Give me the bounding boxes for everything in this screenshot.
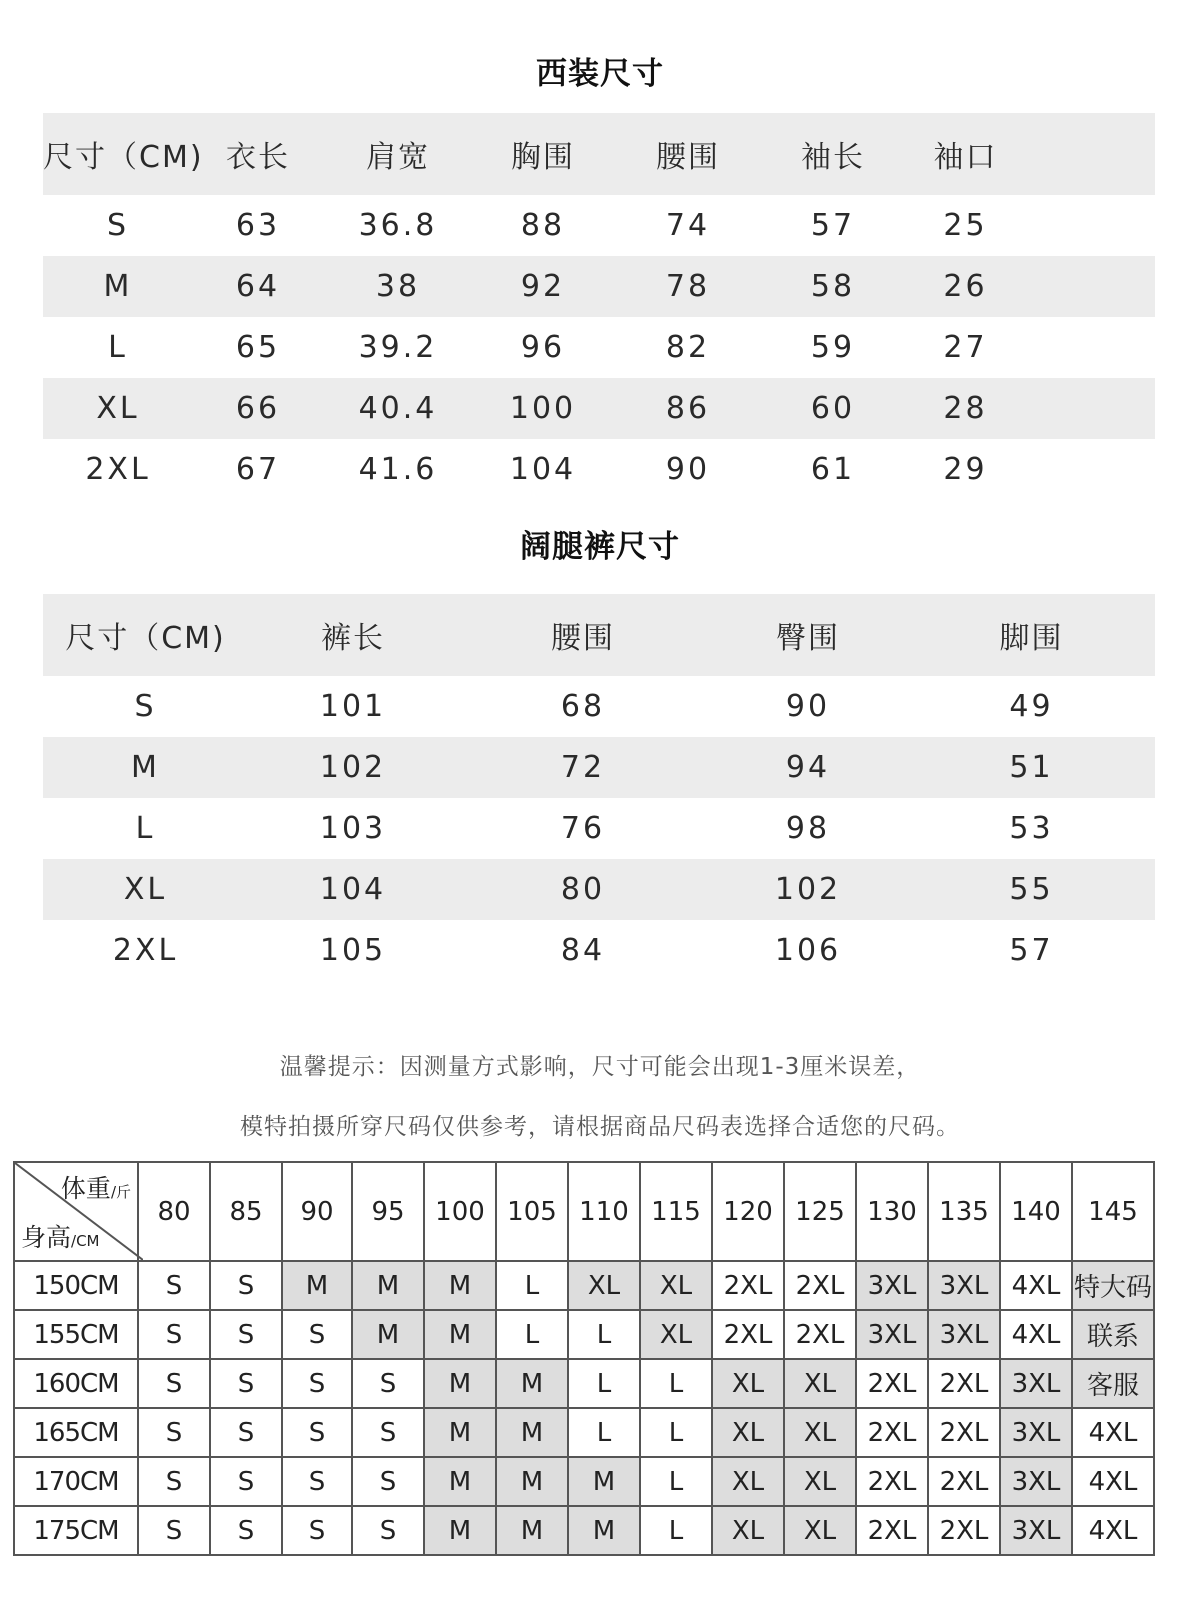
size-cell: M [568, 1457, 640, 1506]
size-cell: S [282, 1457, 352, 1506]
size-cell: 2XL [712, 1261, 784, 1310]
pants-row-l [43, 798, 1155, 859]
weight-unit: /斤 [110, 1183, 131, 1201]
pants-cell: 98 [785, 811, 831, 846]
size-cell: 4XL [1072, 1408, 1154, 1457]
grid-row [14, 1359, 1154, 1408]
pants-cell: S [134, 689, 157, 724]
size-cell: 3XL [856, 1310, 928, 1359]
size-cell: L [496, 1261, 568, 1310]
grid-row [14, 1457, 1154, 1506]
suit-row-s [43, 195, 1155, 256]
size-cell: 3XL [1000, 1408, 1072, 1457]
suit-cell: 92 [520, 269, 566, 304]
pants-table-header [43, 594, 1155, 676]
pants-cell: 51 [1009, 750, 1054, 785]
suit-cell: 66 [235, 391, 281, 426]
suit-cell: 96 [520, 330, 566, 365]
pants-cell: 106 [774, 933, 842, 968]
pants-header-hip: 臀围 [776, 621, 840, 656]
size-cell: M [424, 1310, 496, 1359]
size-cell: S [282, 1408, 352, 1457]
size-cell: L [568, 1310, 640, 1359]
pants-cell: 94 [785, 750, 831, 785]
suit-cell: 29 [943, 452, 988, 487]
pants-cell: 68 [560, 689, 606, 724]
size-cell: 3XL [928, 1261, 1000, 1310]
size-cell: XL [568, 1261, 640, 1310]
pants-cell: 53 [1009, 811, 1054, 846]
size-cell: L [568, 1359, 640, 1408]
suit-cell: 90 [665, 452, 711, 487]
suit-cell: 74 [665, 208, 711, 243]
size-cell: S [138, 1408, 210, 1457]
size-cell: S [210, 1457, 282, 1506]
size-cell: 4XL [1072, 1457, 1154, 1506]
pants-cell: 102 [319, 750, 387, 785]
suit-cell: 65 [235, 330, 281, 365]
pants-row-2xl [43, 920, 1155, 981]
suit-cell: 88 [520, 208, 566, 243]
size-cell: S [210, 1261, 282, 1310]
suit-cell: S [106, 208, 130, 243]
weight-header-cell: 95 [352, 1162, 424, 1261]
pants-cell: 104 [319, 872, 387, 907]
weight-header-cell: 145 [1072, 1162, 1154, 1261]
suit-cell: 64 [235, 269, 281, 304]
size-cell: S [352, 1359, 424, 1408]
size-cell: XL [712, 1506, 784, 1555]
size-cell: S [282, 1310, 352, 1359]
pants-cell: M [131, 750, 160, 785]
size-cell: 3XL [928, 1310, 1000, 1359]
suit-cell: 86 [665, 391, 711, 426]
pants-cell: 102 [774, 872, 842, 907]
suit-cell: 2XL [85, 452, 151, 487]
grid-row [14, 1506, 1154, 1555]
size-cell: M [568, 1506, 640, 1555]
weight-label: 体重 [60, 1174, 111, 1203]
measurement-note: 温馨提示：因测量方式影响，尺寸可能会出现1-3厘米误差， [279, 1054, 921, 1080]
suit-cell: 25 [943, 208, 988, 243]
pants-cell: XL [123, 872, 168, 907]
size-cell: S [210, 1408, 282, 1457]
size-cell: 3XL [1000, 1506, 1072, 1555]
suit-table-header [43, 113, 1155, 195]
size-cell: XL [784, 1457, 856, 1506]
pants-cell: 49 [1009, 689, 1054, 724]
size-cell: XL [712, 1359, 784, 1408]
size-cell: 客服 [1072, 1359, 1154, 1408]
suit-header-length: 衣长 [226, 140, 290, 175]
suit-cell: 39.2 [358, 330, 438, 365]
suit-cell: L [108, 330, 128, 365]
size-cell: XL [784, 1408, 856, 1457]
size-cell: XL [712, 1408, 784, 1457]
size-cell: S [352, 1408, 424, 1457]
height-label: 身高 [21, 1223, 72, 1252]
pants-cell: 2XL [112, 933, 179, 968]
size-recommendation-grid [13, 1161, 1155, 1556]
size-cell: 2XL [928, 1359, 1000, 1408]
size-cell: S [210, 1359, 282, 1408]
pants-cell: 101 [319, 689, 387, 724]
height-row-label: 155CM [14, 1310, 138, 1359]
suit-cell: XL [96, 391, 140, 426]
pants-size-title: 阔腿裤尺寸 [520, 529, 680, 565]
size-cell: XL [712, 1457, 784, 1506]
size-cell: S [210, 1310, 282, 1359]
size-cell: M [424, 1261, 496, 1310]
suit-size-table [43, 113, 1155, 500]
pants-header-size: 尺寸（CM) [65, 621, 226, 656]
grid-row [14, 1310, 1154, 1359]
pants-cell: 72 [560, 750, 606, 785]
size-cell: 2XL [856, 1457, 928, 1506]
size-cell: 2XL [784, 1310, 856, 1359]
suit-size-title: 西装尺寸 [536, 56, 664, 92]
pants-cell: 55 [1009, 872, 1054, 907]
height-row-label: 160CM [14, 1359, 138, 1408]
size-cell: S [138, 1457, 210, 1506]
size-cell: 2XL [712, 1310, 784, 1359]
suit-cell: 38 [375, 269, 421, 304]
suit-cell: 63 [235, 208, 281, 243]
suit-cell: 82 [665, 330, 711, 365]
suit-cell: 27 [943, 330, 988, 365]
size-cell: S [138, 1310, 210, 1359]
size-cell: 4XL [1000, 1261, 1072, 1310]
size-cell: S [138, 1261, 210, 1310]
size-cell: 联系 [1072, 1310, 1154, 1359]
size-cell: S [282, 1359, 352, 1408]
size-cell: XL [640, 1261, 712, 1310]
suit-cell: 61 [810, 452, 856, 487]
size-cell: 2XL [928, 1506, 1000, 1555]
suit-cell: 78 [665, 269, 711, 304]
pants-cell: L [135, 811, 156, 846]
grid-row [14, 1408, 1154, 1457]
size-cell: 2XL [784, 1261, 856, 1310]
size-cell: 4XL [1072, 1506, 1154, 1555]
suit-header-size: 尺寸（CM) [43, 140, 204, 175]
weight-axis-label [61, 1169, 131, 1205]
size-cell: L [640, 1359, 712, 1408]
size-cell: S [138, 1359, 210, 1408]
size-cell: M [496, 1506, 568, 1555]
size-cell: XL [784, 1506, 856, 1555]
weight-header-cell: 135 [928, 1162, 1000, 1261]
size-cell: L [568, 1408, 640, 1457]
suit-row-xl [43, 378, 1155, 439]
size-cell: 3XL [856, 1261, 928, 1310]
pants-row-xl [43, 859, 1155, 920]
weight-header-cell: 80 [138, 1162, 210, 1261]
pants-header-hem: 脚围 [999, 621, 1064, 656]
size-cell: M [496, 1359, 568, 1408]
model-size-note: 模特拍摄所穿尺码仅供参考，请根据商品尺码表选择合适您的尺码。 [240, 1114, 960, 1140]
size-cell: L [640, 1408, 712, 1457]
weight-header-cell: 140 [1000, 1162, 1072, 1261]
suit-cell: 57 [810, 208, 856, 243]
pants-row-s [43, 676, 1155, 737]
size-cell: 3XL [1000, 1457, 1072, 1506]
pants-cell: 90 [785, 689, 831, 724]
size-cell: M [424, 1506, 496, 1555]
suit-row-2xl [43, 439, 1155, 500]
pants-header-waist: 腰围 [551, 621, 615, 656]
suit-cell: 58 [810, 269, 856, 304]
suit-cell: M [103, 269, 133, 304]
size-cell: XL [640, 1310, 712, 1359]
pants-cell: 76 [560, 811, 606, 846]
size-cell: 2XL [856, 1408, 928, 1457]
suit-cell: 41.6 [358, 452, 438, 487]
size-cell: 特大码 [1072, 1261, 1154, 1310]
pants-row-m [43, 737, 1155, 798]
size-cell: L [640, 1457, 712, 1506]
suit-cell: 40.4 [358, 391, 438, 426]
size-cell: M [282, 1261, 352, 1310]
height-axis-label [21, 1218, 100, 1254]
size-cell: L [640, 1506, 712, 1555]
size-cell: 2XL [928, 1457, 1000, 1506]
size-cell: S [138, 1506, 210, 1555]
size-cell: M [352, 1310, 424, 1359]
suit-row-l [43, 317, 1155, 378]
suit-header-chest: 胸围 [511, 140, 575, 175]
size-cell: L [496, 1310, 568, 1359]
size-cell: XL [784, 1359, 856, 1408]
height-row-label: 170CM [14, 1457, 138, 1506]
size-cell: 2XL [856, 1506, 928, 1555]
size-cell: M [352, 1261, 424, 1310]
grid-header-row [14, 1162, 1154, 1261]
grid-row [14, 1261, 1154, 1310]
size-cell: M [496, 1408, 568, 1457]
suit-cell: 60 [810, 391, 856, 426]
weight-header-cell: 130 [856, 1162, 928, 1261]
suit-cell: 67 [235, 452, 281, 487]
suit-cell: 100 [509, 391, 577, 426]
pants-cell: 84 [560, 933, 606, 968]
weight-header-cell: 125 [784, 1162, 856, 1261]
height-row-label: 150CM [14, 1261, 138, 1310]
height-unit: /CM [71, 1232, 100, 1250]
size-cell: M [424, 1359, 496, 1408]
pants-cell: 103 [319, 811, 387, 846]
suit-header-cuff: 袖口 [933, 140, 998, 175]
suit-cell: 36.8 [358, 208, 438, 243]
pants-cell: 80 [560, 872, 606, 907]
suit-row-m [43, 256, 1155, 317]
size-cell: 4XL [1000, 1310, 1072, 1359]
suit-cell: 28 [943, 391, 988, 426]
weight-header-cell: 90 [282, 1162, 352, 1261]
pants-cell: 105 [319, 933, 387, 968]
size-cell: S [352, 1506, 424, 1555]
suit-cell: 104 [509, 452, 577, 487]
suit-cell: 26 [943, 269, 988, 304]
suit-header-shoulder: 肩宽 [366, 140, 430, 175]
weight-header-cell: 100 [424, 1162, 496, 1261]
height-row-label: 165CM [14, 1408, 138, 1457]
size-cell: 3XL [1000, 1359, 1072, 1408]
suit-header-sleeve: 袖长 [801, 140, 865, 175]
size-cell: 2XL [928, 1408, 1000, 1457]
weight-header-cell: 120 [712, 1162, 784, 1261]
suit-cell: 59 [810, 330, 856, 365]
weight-header-cell: 85 [210, 1162, 282, 1261]
pants-cell: 57 [1009, 933, 1054, 968]
size-cell: S [210, 1506, 282, 1555]
suit-header-waist: 腰围 [656, 140, 720, 175]
size-cell: S [282, 1506, 352, 1555]
size-cell: M [424, 1457, 496, 1506]
pants-header-length: 裤长 [321, 621, 385, 656]
weight-height-corner [14, 1162, 138, 1261]
size-cell: S [352, 1457, 424, 1506]
weight-header-cell: 115 [640, 1162, 712, 1261]
pants-size-table [43, 594, 1155, 981]
height-row-label: 175CM [14, 1506, 138, 1555]
weight-header-cell: 110 [568, 1162, 640, 1261]
size-cell: M [424, 1408, 496, 1457]
size-cell: 2XL [856, 1359, 928, 1408]
weight-header-cell: 105 [496, 1162, 568, 1261]
size-cell: M [496, 1457, 568, 1506]
